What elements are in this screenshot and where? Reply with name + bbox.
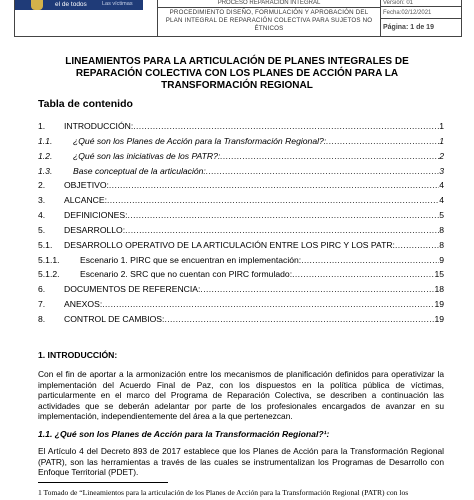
toc-page: 9	[439, 255, 444, 265]
toc-label: Escenario 1. PIRC que se encuentran en implementación:	[80, 255, 302, 265]
toc-page: 19	[434, 314, 444, 324]
toc-entry[interactable]	[38, 120, 444, 132]
toc-label: DESARROLLO OPERATIVO DE LA ARTICULACIÓN ENTRE LOS PIRC Y LOS PATR:	[64, 240, 395, 250]
toc-page: 19	[434, 299, 444, 309]
document-header	[14, 0, 462, 37]
toc-label: ANEXOS:	[64, 299, 103, 309]
toc-label: ¿Qué son los Planes de Acción para la Transformación Regional?:	[73, 136, 327, 146]
toc-label: DEFINICIONES:	[64, 210, 128, 220]
toc-entry[interactable]	[38, 268, 444, 280]
section-1-1-heading: 1.1. ¿Qué son los Planes de Acción para la Transformación Regional?¹:	[38, 429, 330, 439]
toc-page: 18	[434, 284, 444, 294]
toc-page: 2	[439, 151, 444, 161]
toc-page: 4	[439, 195, 444, 205]
intro-paragraph: Con el fin de aportar a la armonización entre los mecanismos de planificación definidos para operativizar la implementación del Acuerdo Final de Paz, con los dispuestos en la política pública de víctimas, particularmente en el marco del Programa de Reparación Colectiva, se describen a continuación las actividades que se deberán adelantar por parte de los profesionales encargados de avanzar en su implementación, independientemente del área a la que pertenezcan.	[38, 369, 444, 422]
toc-page: 3	[439, 166, 444, 176]
toc-label: DOCUMENTOS DE REFERENCIA:	[64, 284, 201, 294]
toc-page: 8	[439, 225, 444, 235]
toc-number: 1.	[38, 121, 46, 131]
toc-label: ALCANCE:	[64, 195, 107, 205]
toc-leader	[395, 239, 439, 251]
toc-entry[interactable]	[38, 224, 444, 236]
toc-entry[interactable]	[38, 165, 444, 177]
process-name: PROCESO REPARACIÓN INTEGRAL	[158, 0, 380, 8]
toc-leader	[301, 254, 439, 266]
toc-leader	[109, 179, 439, 191]
toc-page: 4	[439, 180, 444, 190]
toc-entry[interactable]	[38, 254, 444, 266]
toc-number: 1.1.	[38, 136, 53, 146]
toc-number: 5.1.2.	[38, 269, 60, 279]
toc-leader	[200, 283, 434, 295]
toc-number: 4.	[38, 210, 46, 220]
toc-label: DESARROLLO:	[64, 225, 126, 235]
toc-number: 2.	[38, 180, 46, 190]
toc-label: Escenario 2. SRC que no cuentan con PIRC formulado:	[80, 269, 293, 279]
toc-leader	[206, 165, 439, 177]
toc-entry[interactable]	[38, 298, 444, 310]
toc-page: 1	[439, 121, 444, 131]
toc-entry[interactable]	[38, 194, 444, 206]
toc-leader	[107, 194, 439, 206]
toc-leader	[133, 120, 439, 132]
header-meta	[381, 0, 461, 36]
intro-heading: 1. INTRODUCCIÓN:	[38, 350, 118, 360]
toc-page: 8	[439, 240, 444, 250]
document-title: LINEAMIENTOS PARA LA ARTICULACIÓN DE PLANES INTEGRALES DE REPARACIÓN COLECTIVA CON LOS PLANES DE ACCIÓN PARA LA TRANSFORMACIÓN REGIONAL	[65, 56, 409, 91]
version-label: Versión: 01	[381, 0, 461, 7]
logo-subtext: Las víctimas	[102, 1, 133, 7]
toc-number: 5.1.1.	[38, 255, 60, 265]
logo-text: el de todos	[55, 1, 87, 8]
toc-entry[interactable]	[38, 209, 444, 221]
toc-number: 8.	[38, 314, 46, 324]
toc-page: 1	[439, 136, 444, 146]
toc-leader	[125, 224, 439, 236]
toc-page: 5	[439, 210, 444, 220]
toc-entry[interactable]	[38, 283, 444, 295]
toc-leader	[292, 268, 434, 280]
toc-label: Base conceptual de la articulación:	[73, 166, 206, 176]
toc-entry[interactable]	[38, 150, 444, 162]
coat-of-arms-icon	[31, 0, 43, 10]
procedure-name: PROCEDIMIENTO DISEÑO, FORMULACIÓN Y APROBACIÓN DEL PLAN INTEGRAL DE REPARACIÓN COLECTIVA PARA SUJETOS NO ÉTNICOS	[165, 9, 373, 32]
toc-leader	[220, 150, 439, 162]
toc-number: 3.	[38, 195, 46, 205]
toc-number: 7.	[38, 299, 46, 309]
section-1-1-paragraph: El Artículo 4 del Decreto 893 de 2017 establece que los Planes de Acción para la Transformación Regional (PATR), son las herramientas a través de las cuales se instrumentalizan los Programas de Desarrollo con Enfoque Territorial (PDET).	[38, 446, 444, 478]
date-label: Fecha:02/12/2021	[381, 8, 461, 19]
toc-label: INTRODUCCIÓN:	[64, 121, 134, 131]
toc-leader	[164, 313, 434, 325]
toc-number: 5.1.	[38, 240, 53, 250]
footnote-separator	[38, 482, 168, 483]
toc-entry[interactable]	[38, 135, 444, 147]
footnote: 1 Tomado de “Lineamientos para la articulación de los Planes de Acción para la Transformación Regional (PATR) con los	[38, 488, 409, 497]
toc-entry[interactable]	[38, 313, 444, 325]
toc-leader	[128, 209, 440, 221]
page-number: Página: 1 de 19	[383, 24, 434, 31]
toc-leader	[102, 298, 434, 310]
toc-number: 1.3.	[38, 166, 53, 176]
toc-entry[interactable]	[38, 239, 444, 251]
logo	[15, 0, 143, 10]
toc-number: 6.	[38, 284, 46, 294]
toc-heading: Tabla de contenido	[38, 98, 133, 110]
toc-page: 15	[434, 269, 444, 279]
toc-label: CONTROL DE CAMBIOS:	[64, 314, 165, 324]
header-center	[157, 0, 381, 36]
toc-number: 5.	[38, 225, 46, 235]
toc-leader	[326, 135, 439, 147]
toc-number: 1.2.	[38, 151, 53, 161]
toc-entry[interactable]	[38, 179, 444, 191]
toc-label: ¿Qué son las iniciativas de los PATR?:	[73, 151, 221, 161]
toc-label: OBJETIVO:	[64, 180, 109, 190]
